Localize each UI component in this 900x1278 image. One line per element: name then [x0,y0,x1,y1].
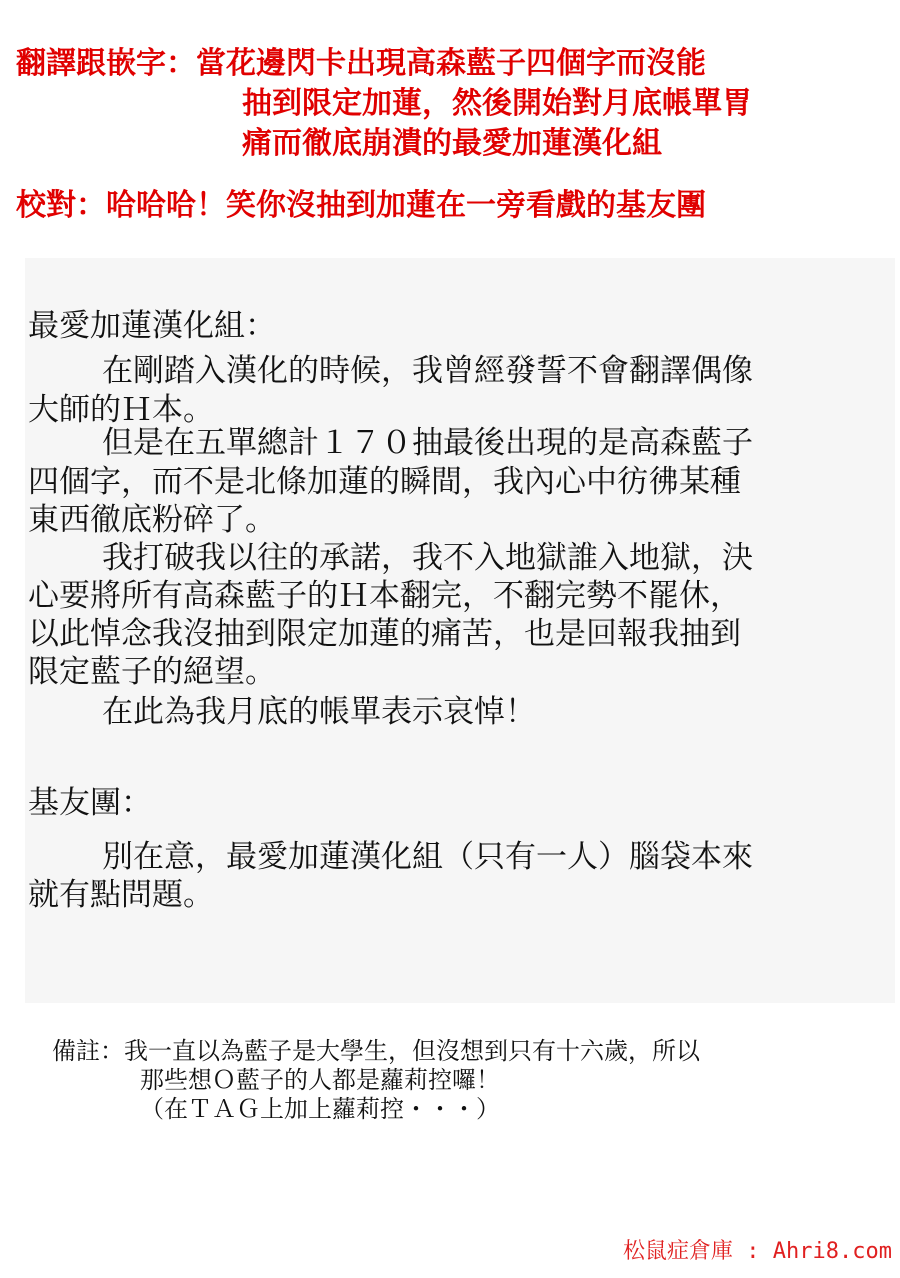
note-line-1: 備註：我一直以為藍子是大學生，但沒想到只有十六歲，所以 [52,1037,700,1065]
translation-credit-line-3: 痛而徹底崩潰的最愛加蓮漢化組 [242,126,662,161]
reply-line-2: 就有點問題。 [28,877,214,913]
note-line-3: （在ＴＡＧ上加上蘿莉控・・・） [140,1095,500,1123]
site-watermark: 松鼠症倉庫 : Ahri8.com [623,1239,892,1264]
paragraph-4-line-1: 在此為我月底的帳單表示哀悼！ [102,694,536,730]
reply-line-1: 別在意，最愛加蓮漢化組（只有一人）腦袋本來 [102,839,753,875]
paragraph-1-line-1: 在剛踏入漢化的時候，我曾經發誓不會翻譯偶像 [102,353,753,389]
friends-heading: 基友團： [28,785,152,821]
translation-credit-line-2: 抽到限定加蓮，然後開始對月底帳單胃 [242,86,752,121]
paragraph-3-line-1: 我打破我以往的承諾，我不入地獄誰入地獄，決 [102,540,753,576]
paragraph-2-line-2: 四個字，而不是北條加蓮的瞬間，我內心中彷彿某種 [28,464,741,500]
paragraph-3-line-3: 以此悼念我沒抽到限定加蓮的痛苦，也是回報我抽到 [28,616,741,652]
proofreading-credit: 校對：哈哈哈！笑你沒抽到加蓮在一旁看戲的基友團 [16,188,706,223]
paragraph-2-line-3: 東西徹底粉碎了。 [28,502,276,538]
paragraph-1-line-2: 大師的Ｈ本。 [28,392,214,428]
note-line-2: 那些想Ｏ藍子的人都是蘿莉控囉！ [140,1066,500,1094]
paragraph-3-line-2: 心要將所有高森藍子的Ｈ本翻完，不翻完勢不罷休， [28,578,741,614]
group-heading: 最愛加蓮漢化組： [28,308,276,344]
translation-credit-line-1: 翻譯跟嵌字：當花邊閃卡出現高森藍子四個字而沒能 [16,46,706,81]
paragraph-3-line-4: 限定藍子的絕望。 [28,654,276,690]
paragraph-2-line-1: 但是在五單總計１７０抽最後出現的是高森藍子 [102,425,753,461]
